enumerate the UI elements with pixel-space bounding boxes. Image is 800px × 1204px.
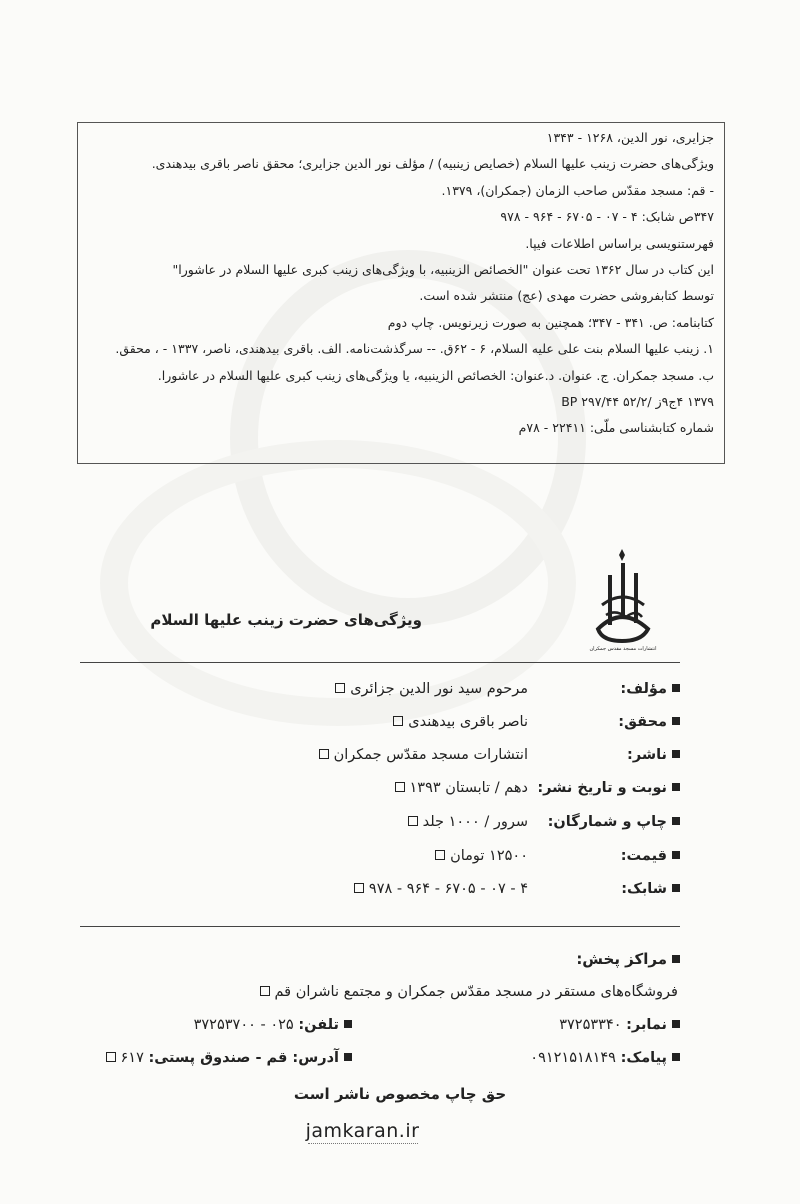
bullet-square-icon <box>672 684 680 692</box>
checkbox-icon <box>435 850 445 860</box>
cip-line: فهرستنویسی براساس اطلاعات فیپا. <box>525 235 714 251</box>
bullet-square-icon <box>672 1053 680 1061</box>
logo-caption: انتشارات مسجد مقدس جمکران <box>589 646 657 652</box>
detail-value: ۴ - ۰۷ - ۶۷۰۵ - ۹۶۴ - ۹۷۸ <box>368 881 528 897</box>
bullet-square-icon <box>672 955 680 963</box>
detail-label: نوبت و تاریخ نشر: <box>537 780 667 796</box>
phone-label: تلفن: <box>298 1017 339 1033</box>
detail-value: ۱۲۵۰۰ تومان <box>450 848 528 864</box>
cip-line: جزایری، نور الدین، ۱۲۶۸ - ۱۳۴۳ <box>546 130 714 145</box>
detail-label: شابک: <box>621 881 667 897</box>
checkbox-icon <box>260 986 270 996</box>
fax-line <box>559 1017 680 1033</box>
cip-line: این کتاب در سال ۱۳۶۲ تحت عنوان "الخصائص الزینبیه، با ویژگی‌های زینب کبری علیها السلام در عاشورا" <box>172 261 714 277</box>
po-box: ۶۱۷ <box>120 1050 144 1066</box>
checkbox-icon <box>354 883 364 893</box>
detail-label: محقق: <box>618 714 667 730</box>
checkbox-icon <box>335 683 345 693</box>
checkbox-icon <box>319 749 329 759</box>
divider <box>80 662 680 663</box>
website-underline <box>308 1143 418 1147</box>
detail-label: چاپ و شمارگان: <box>547 814 667 830</box>
bullet-square-icon <box>344 1053 352 1061</box>
bullet-square-icon <box>672 717 680 725</box>
cip-line: ب. مسجد جمکران. ج. عنوان. د.عنوان: الخصائص الزینبیه، یا ویژگی‌های زینب کبری علیها السلام در عاشورا. <box>157 367 714 383</box>
cip-line: ۱. زینب علیها السلام بنت علی علیه السلام، ۶ - ۶۲ق. -- سرگذشت‌نامه. الف. باقری بیدهندی، ناصر، ۱۳۳۷ - ، محقق. <box>115 341 714 357</box>
detail-researcher <box>80 714 680 738</box>
detail-print-run <box>80 814 680 838</box>
phone-number: ۰۲۵ - ۳۷۲۵۳۷۰۰ <box>193 1017 294 1033</box>
cip-line: - قم: مسجد مقدّس صاحب الزمان (جمکران)، ۱۳۷۹. <box>441 182 714 198</box>
detail-value: دهم / تابستان ۱۳۹۳ <box>409 780 528 796</box>
detail-value: مرحوم سید نور الدین جزائری <box>350 681 528 697</box>
checkbox-icon <box>106 1052 116 1062</box>
detail-price <box>80 848 680 872</box>
detail-label: مؤلف: <box>620 681 667 697</box>
bullet-square-icon <box>672 783 680 791</box>
cip-line: شماره کتابشناسی ملّی: ۲۲۴۱۱ - ۷۸م <box>518 420 714 436</box>
address-label: آدرس: قم - صندوق پستی: <box>148 1050 339 1066</box>
detail-publisher <box>80 747 680 771</box>
sms-line <box>530 1050 680 1066</box>
book-title: ویژگی‌های حضرت زینب علیها السلام <box>150 611 422 629</box>
publisher-logo <box>592 545 654 655</box>
checkbox-icon <box>393 716 403 726</box>
phone-line <box>194 1017 352 1033</box>
divider <box>80 926 680 927</box>
cip-line: ۱۳۷۹ ۴ج۹ز /۵۲/۲ BP ۲۹۷/۴۴ <box>561 393 714 409</box>
cataloging-box <box>77 122 725 464</box>
bullet-square-icon <box>672 851 680 859</box>
cip-line: توسط کتابفروشی حضرت مهدی (عج) منتشر شده است. <box>419 288 714 304</box>
detail-value: سرور / ۱۰۰۰ جلد <box>422 814 528 830</box>
distribution-stores <box>260 984 678 1000</box>
detail-isbn <box>80 881 680 905</box>
copyright-notice: حق چاپ مخصوص ناشر است <box>293 1085 507 1103</box>
detail-label: ناشر: <box>627 747 667 763</box>
bullet-square-icon <box>344 1020 352 1028</box>
website: jamkaran.ir <box>305 1120 420 1142</box>
bullet-square-icon <box>672 884 680 892</box>
address-line <box>106 1050 353 1066</box>
cip-line: ویژگی‌های حضرت زینب علیها السلام (خصایص زینبیه) / مؤلف نور الدین جزایری؛ محقق ناصر باقری بیدهندی. <box>151 156 714 172</box>
fax-label: نمابر: <box>626 1017 667 1033</box>
detail-edition <box>80 780 680 804</box>
sms-label: پیامک: <box>620 1050 667 1066</box>
checkbox-icon <box>408 816 418 826</box>
detail-value: ناصر باقری بیدهندی <box>408 714 528 730</box>
detail-author <box>80 681 680 705</box>
cip-line: کتابنامه: ص. ۳۴۱ - ۳۴۷؛ همچنین به صورت زیرنویس. چاپ دوم <box>387 314 714 330</box>
fax-number: ۳۷۲۵۳۳۴۰ <box>559 1017 622 1033</box>
bullet-square-icon <box>672 750 680 758</box>
cip-line: ۳۴۷ص شابک: ۴ - ۰۷ - ۶۷۰۵ - ۹۶۴ - ۹۷۸ <box>500 209 714 225</box>
checkbox-icon <box>395 782 405 792</box>
bullet-square-icon <box>672 817 680 825</box>
distribution-heading: مراکز پخش: <box>576 950 680 968</box>
detail-label: قیمت: <box>620 848 667 864</box>
stores-text: فروشگاه‌های مستقر در مسجد مقدّس جمکران و مجتمع ناشران قم <box>274 984 678 1000</box>
bullet-square-icon <box>672 1020 680 1028</box>
sms-number: ۰۹۱۲۱۵۱۸۱۴۹ <box>530 1050 616 1066</box>
detail-value: انتشارات مسجد مقدّس جمکران <box>333 747 528 763</box>
